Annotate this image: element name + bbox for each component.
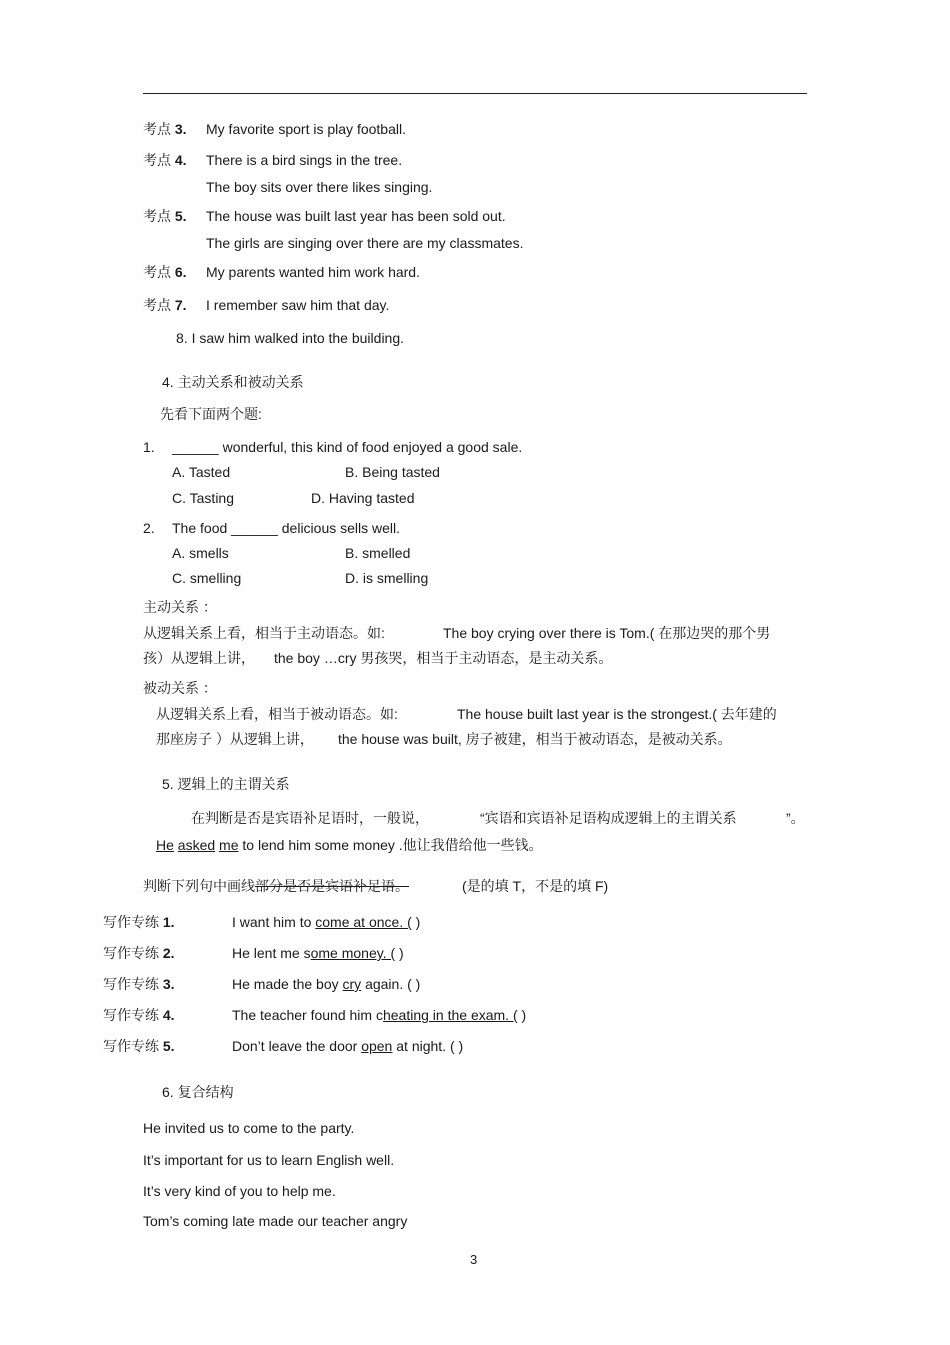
judge-instruction-note: (是的填 T，不是的填 F) (462, 878, 609, 894)
example-rest: to lend him some money .他让我借给他一些钱。 (242, 837, 543, 853)
kaodian-label-4: 考点 4. (143, 152, 187, 168)
question-1-option-c: C. Tasting (172, 490, 234, 506)
kaodian-label-3: 考点 3. (143, 121, 187, 137)
kaodian-label-5: 考点 5. (143, 208, 187, 224)
section-5-desc-1: 在判断是否是宾语补足语时，一般说， (191, 810, 429, 826)
example-subject: He (156, 837, 174, 853)
section-6-line-2: It’s important for us to learn English well. (143, 1152, 395, 1168)
question-2-option-b: B. smelled (345, 545, 411, 561)
passive-relation-text-2: The house built last year is the strongest.( 去年建的 (457, 706, 777, 722)
section-6-line-3: It’s very kind of you to help me. (143, 1183, 336, 1199)
kaodian-label-7: 考点 7. (143, 297, 187, 313)
judge-instruction: 判断下列句中画线部分是否是宾语补足语。 (143, 878, 409, 894)
active-relation-text-2: The boy crying over there is Tom.( 在那边哭的那个男 (443, 625, 771, 641)
passive-relation-text-4: the house was built, 房子被建，相当于被动语态，是被动关系。 (338, 731, 732, 747)
example-sentence (156, 836, 543, 854)
question-1-number: 1. (143, 439, 155, 455)
kaodian-3-line: My favorite sport is play football. (206, 121, 406, 137)
practice-5: Don’t leave the door open at night. ( ) (232, 1038, 464, 1054)
kaodian-4-line-1: There is a bird sings in the tree. (206, 152, 403, 168)
section-6-line-1: He invited us to come to the party. (143, 1120, 355, 1136)
kaodian-5-line-2: The girls are singing over there are my classmates. (206, 235, 524, 251)
question-1-option-a: A. Tasted (172, 464, 231, 480)
kaodian-label-6: 考点 6. (143, 264, 187, 280)
header-rule (143, 93, 807, 94)
page-number: 3 (470, 1252, 478, 1267)
practice-3: He made the boy cry again. ( ) (232, 976, 421, 992)
passive-relation-text-1: 从逻辑关系上看，相当于被动语态。如: (156, 706, 398, 722)
practice-4: The teacher found him cheating in the exam. ( ) (232, 1007, 527, 1023)
practice-label-4: 写作专练 4. (103, 1007, 175, 1023)
question-2-option-c: C. smelling (172, 570, 242, 586)
practice-1: I want him to come at once. ( ) (232, 914, 421, 930)
practice-label-5: 写作专练 5. (103, 1038, 175, 1054)
kaodian-4-line-2: The boy sits over there likes singing. (206, 179, 433, 195)
practice-label-1: 写作专练 1. (103, 914, 175, 930)
kaodian-6-line: My parents wanted him work hard. (206, 264, 420, 280)
question-2-option-a: A. smells (172, 545, 229, 561)
active-relation-text-4: the boy …cry 男孩哭，相当于主动语态，是主动关系。 (274, 650, 613, 666)
kaodian-5-line-1: The house was built last year has been sold out. (206, 208, 506, 224)
question-1-stem: ______ wonderful, this kind of food enjoyed a good sale. (172, 439, 523, 455)
question-2-stem: The food ______ delicious sells well. (172, 520, 401, 536)
section-4-heading: 4. 主动关系和被动关系 (162, 374, 304, 390)
active-relation-text-3: 孩）从逻辑上讲， (143, 650, 255, 666)
passive-relation-title: 被动关系 ： (143, 680, 217, 696)
section-5-desc-3: ”。 (786, 810, 805, 826)
practice-label-2: 写作专练 2. (103, 945, 175, 961)
question-1-option-d: D. Having tasted (311, 490, 415, 506)
section-6-line-4: Tom’s coming late made our teacher angry (143, 1213, 408, 1229)
active-relation-text-1: 从逻辑关系上看，相当于主动语态。如: (143, 625, 385, 641)
question-2-number: 2. (143, 520, 155, 536)
question-2-option-d: D. is smelling (345, 570, 429, 586)
passive-relation-text-3: 那座房子 ）从逻辑上讲， (156, 731, 314, 747)
section-5-desc-2: “宾语和宾语补足语构成逻辑上的主谓关系 (480, 810, 737, 826)
question-1-option-b: B. Being tasted (345, 464, 440, 480)
kaodian-7-line: I remember saw him that day. (206, 297, 390, 313)
example-verb: asked (177, 837, 216, 853)
item-8-line: 8. I saw him walked into the building. (176, 330, 405, 346)
practice-2: He lent me some money. ( ) (232, 945, 404, 961)
section-4-intro: 先看下面两个题: (160, 406, 262, 422)
example-object: me (219, 837, 239, 853)
practice-label-3: 写作专练 3. (103, 976, 175, 992)
active-relation-title: 主动关系 ： (143, 599, 217, 615)
section-5-heading: 5. 逻辑上的主谓关系 (162, 776, 290, 792)
section-6-heading: 6. 复合结构 (162, 1084, 234, 1100)
